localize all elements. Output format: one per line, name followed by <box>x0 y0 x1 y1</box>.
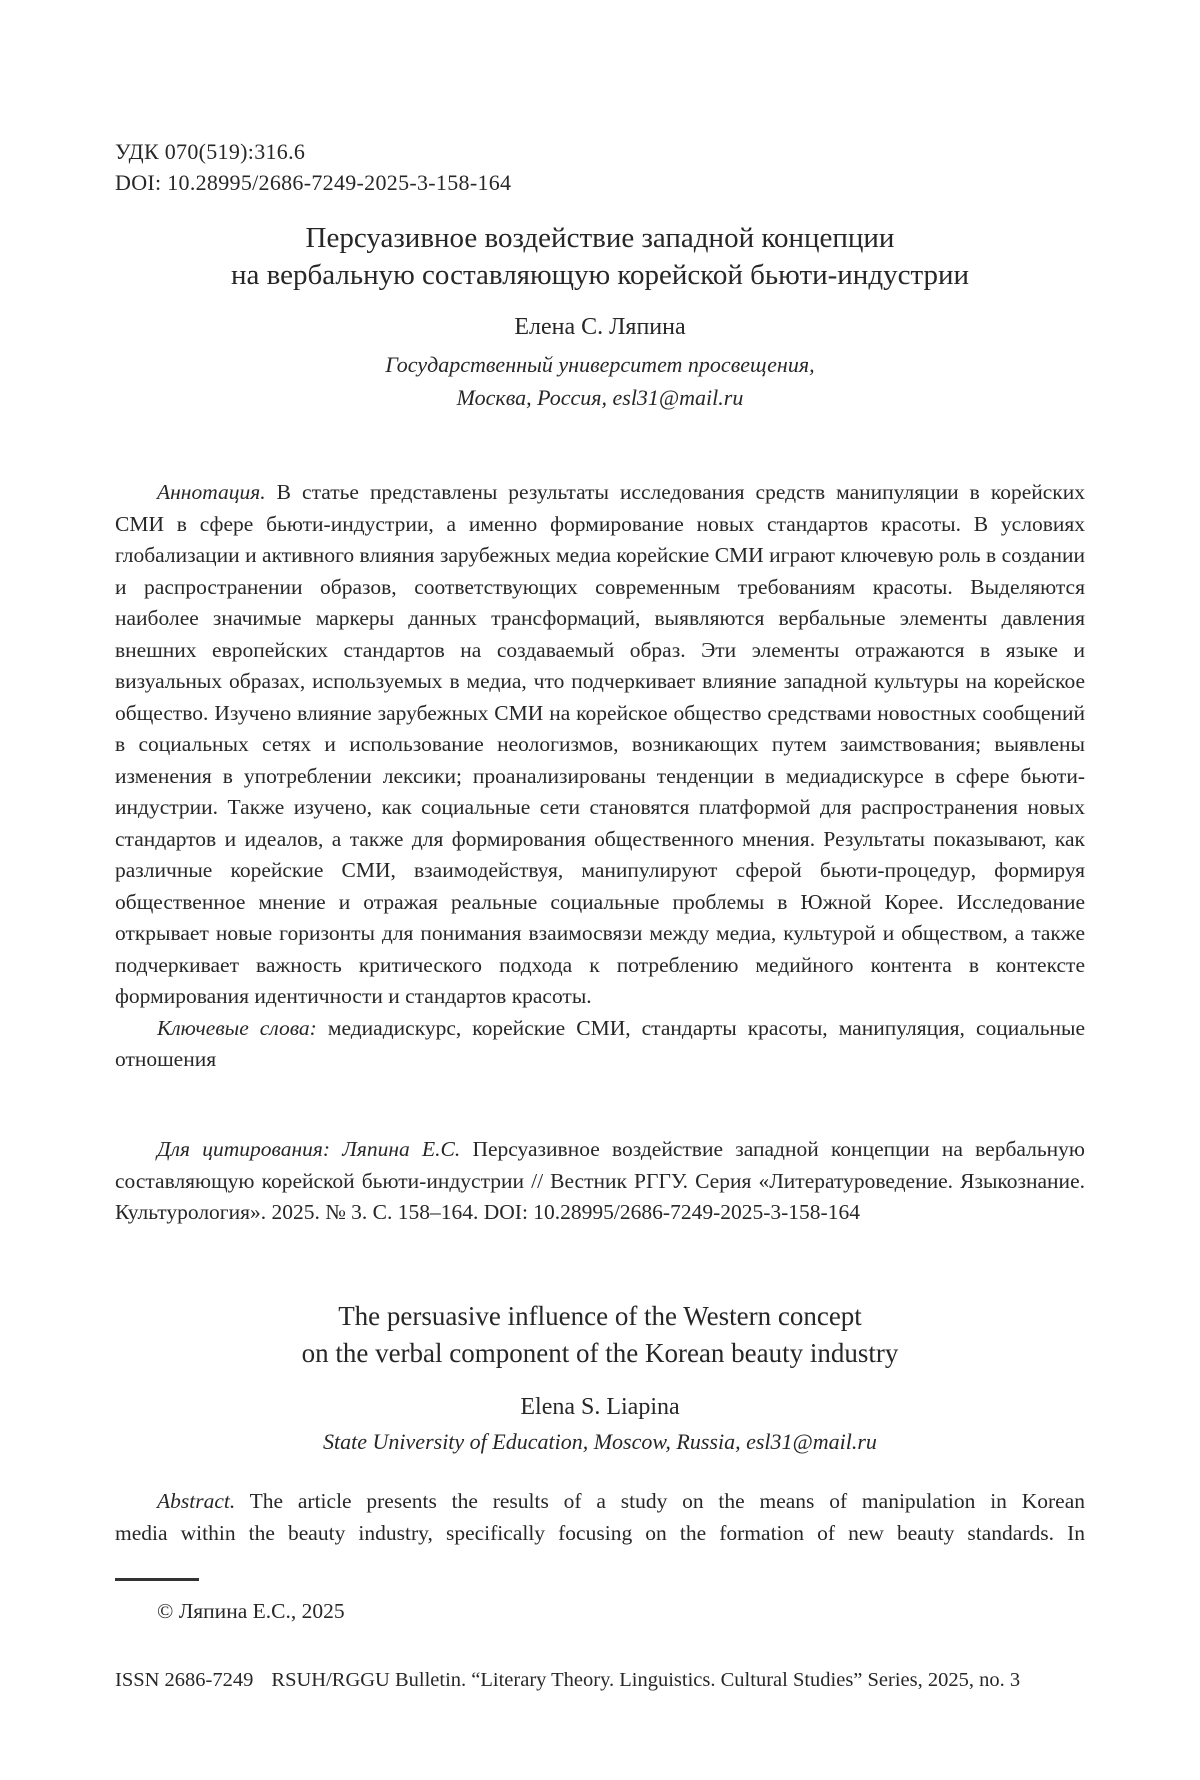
keywords-ru-label: Ключевые слова: <box>157 1015 317 1040</box>
abstract-en-paragraph <box>115 1486 1085 1549</box>
journal-footer <box>115 1666 1085 1694</box>
keywords-ru-paragraph <box>115 1013 1085 1076</box>
article-title-ru <box>115 220 1085 294</box>
abstract-en-line2: media within the beauty industry, specifically focusing on the formation of new beauty standards. In <box>115 1520 1085 1545</box>
article-title-ru-line2: на вербальную составляющую корейской бьюти-индустрии <box>230 259 970 291</box>
citation-paragraph <box>115 1134 1085 1229</box>
keywords-ru-text: медиадискурс, корейские СМИ, стандарты красоты, манипуляция, социальные отношения <box>115 1015 1086 1071</box>
russian-header <box>115 220 1085 414</box>
article-title-en-line1: The persuasive influence of the Western concept <box>338 1301 862 1331</box>
affiliation-ru <box>115 348 1085 414</box>
copyright-line: © Ляпина Е.С., 2025 <box>157 1599 345 1623</box>
footnote-section <box>115 1578 1085 1626</box>
footer-issn: ISSN 2686-7249 <box>115 1669 254 1691</box>
abstract-ru-paragraph <box>115 477 1085 1013</box>
author-name-ru: Елена С. Ляпина <box>514 314 686 340</box>
footnote-separator-rule <box>115 1578 199 1581</box>
author-name-en: Elena S. Liapina <box>520 1394 680 1420</box>
abstract-ru-text: В статье представлены результаты исследования средств манипуляции в корейских СМИ в сфере бьюти-индустрии, а именно формирование новых стандартов красоты. В условиях глобализации и активного влияния зарубежных медиа корейские СМИ играют ключевую роль в создании и распространении образов, соответствующих современным требованиям красоты. Выделяются наиболее значимые маркеры данных трансформаций, выявляются вербальные элементы давления внешних европейских стандартов на создаваемый образ. Эти элементы отражаются в языке и визуальных образах, используемых в медиа, что подчеркивает влияние западной культуры на корейское общество. Изучено влияние зарубежных СМИ на корейское общество средствами новостных сообщений в социальных сетях и использование неологизмов, возникающих путем заимствования; выявлены изменения в употреблении лексики; проанализированы тенденции в медиадискурсе в сфере бьюти-индустрии. Также изучено, как социальные сети становятся платформой для распространения новых стандартов и идеалов, а также для формирования общественного мнения. Результаты показывают, как различные корейские СМИ, взаимодействуя, манипулируют сферой бьюти-процедур, формируя общественное мнение и отражая реальные социальные проблемы в Южной Корее. Исследование открывает новые горизонты для понимания взаимосвязи между медиа, культурой и обществом, а также подчеркивает важность критического подхода к потреблению медийного контента в контексте формирования идентичности и стандартов красоты. <box>115 480 1085 1008</box>
udc-code: УДК 070(519):316.6 <box>115 139 306 164</box>
abstract-en-line1 <box>115 1486 1085 1518</box>
footer-line <box>115 1666 1085 1694</box>
article-title-en <box>115 1298 1085 1372</box>
affiliation-en: State University of Education, Moscow, Russia, esl31@mail.ru <box>323 1429 877 1454</box>
abstract-en-line1-text: The article presents the results of a study on the means of manipulation in Korean <box>249 1489 1085 1513</box>
affiliation-ru-line1: Государственный университет просвещения, <box>385 352 815 377</box>
abstract-en-label: Abstract. <box>157 1489 236 1513</box>
citation-text: Персуазивное воздействие западной концепции на вербальную составляющую корейской бьюти-индустрии // Вестник РГГУ. Серия «Литературоведение. Языкознание. Культурология». 2025. № 3. С. 158–164. DOI: 10.28995/2686-7249-2025-3-158-164 <box>115 1137 1085 1224</box>
citation-label: Для цитирования: Ляпина Е.С. <box>157 1137 461 1161</box>
article-meta <box>115 136 1085 198</box>
russian-abstract-section <box>115 477 1085 1076</box>
affiliation-ru-line2: Москва, Россия, esl31@mail.ru <box>456 385 744 410</box>
abstract-ru-label: Аннотация. <box>157 480 266 504</box>
citation-section <box>115 1134 1085 1229</box>
english-section <box>115 1298 1085 1549</box>
article-title-ru-line1: Персуазивное воздействие западной концепции <box>305 222 895 254</box>
footer-bulletin-title: RSUH/RGGU Bulletin. “Literary Theory. Linguistics. Cultural Studies” Series, 2025, no. 3 <box>271 1669 1021 1691</box>
article-title-en-line2: on the verbal component of the Korean beauty industry <box>301 1338 899 1368</box>
doi-code: DOI: 10.28995/2686-7249-2025-3-158-164 <box>115 170 512 195</box>
